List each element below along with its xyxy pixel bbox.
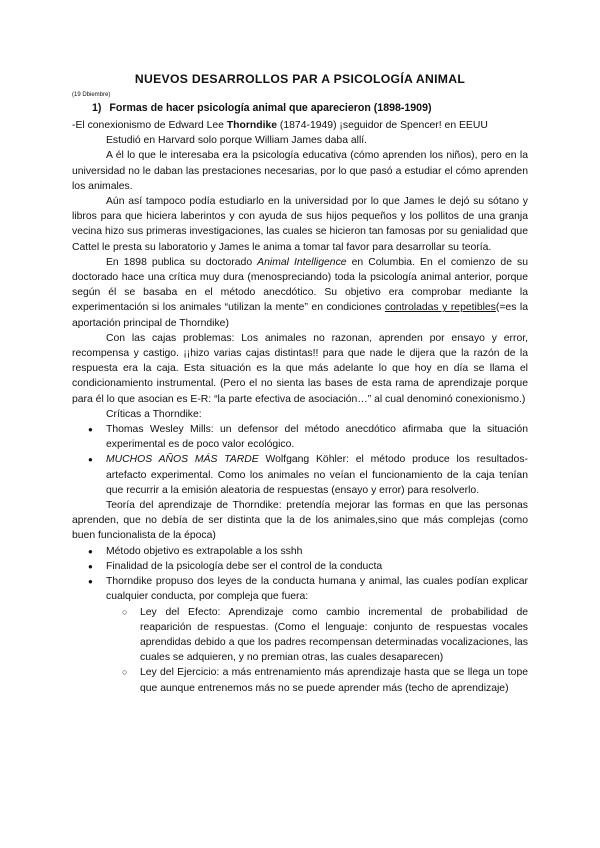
criticas-item-italic: MUCHOS AÑOS MÁS TARDE xyxy=(106,454,259,466)
doctorado-text-a: En 1898 publica su doctorado xyxy=(106,256,258,268)
paragraph-sotano: Aún así tampoco podía estudiarlo en la universidad por lo que James le dejó su sótano y libros para que hiciera laberintos y con ayuda de sus hijos pequeños y los pollitos de una granja vecina hizo sus primeras investigaciones, las cuales se hicieron tan famosas por su genialidad que Cattel le presta su laboratorio y James le anima a tomar tal favor para desarrollar su teoría. xyxy=(72,196,528,253)
doctorado-text-c: (=es la aportación principal de Thorndike) xyxy=(72,302,528,329)
teoria-item-text: Thorndike propuso dos leyes de la conducta humana y animal, las cuales podían explicar cualquier conducta, por compleja que fuera: xyxy=(106,576,528,603)
criticas-heading: Críticas a Thorndike: xyxy=(106,408,202,420)
ley-efecto: ○ Ley del Efecto: Aprendizaje como cambio incremental de probabilidad de reaparición de respuestas. (Como el lenguaje: conjunto de respuestas vocales aprendidas debido a que los padres recompensan determinadas vocalizaciones, las cuales se adquieren, y no premian otras, las cuales desaparecen) xyxy=(140,605,528,666)
list-item: ● Método objetivo es extrapolable a los sshh xyxy=(106,544,528,559)
criticas-list xyxy=(72,422,528,498)
criticas-item-text: Wolfgang Köhler: el método produce los resultados-artefacto experimental. Como los animales no veían el funcionamiento de la caja tenían que recurrir a la emisión aleatoria de respuestas (ensayo y error) para resolverlo. xyxy=(106,454,528,496)
teoria-list xyxy=(72,544,528,696)
date-note: (19 Dbiembre) xyxy=(72,92,111,98)
paragraph-doctorado xyxy=(72,255,528,331)
list-item xyxy=(106,452,528,498)
underlined-phrase: controladas y repetibles xyxy=(384,302,496,314)
paragraph-harvard: Estudió en Harvard solo porque William James daba allí. xyxy=(106,135,368,147)
section-heading-text: Formas de hacer psicología animal que aparecieron (1898-1909) xyxy=(109,102,432,114)
section-number: 1) xyxy=(92,102,102,114)
doctorado-text-b: en Columbia. En el comienzo de su doctorado hace una crítica muy dura (menospreciando) toda la psicología animal anterior, porque según él se basaba en el método anecdótico. Su objetivo era comprobar mediante la experimentación si los animales “utilizan la mente” en condiciones xyxy=(72,256,528,314)
leyes-list xyxy=(106,605,528,696)
paragraph-teoria: Teoría del aprendizaje de Thorndike: pretendía mejorar las formas en que las personas aprenden, que no debía de ser distinta que la de los animales,sino que más complejas (como buen funcionalista de la época) xyxy=(72,500,528,542)
ley-ejercicio: ○ Ley del Ejercicio: a más entrenamiento más aprendizaje hasta que se llega un tope que aunque entrenemos más no se puede aprender más (techo de aprendizaje) xyxy=(140,665,528,695)
page-title: NUEVOS DESARROLLOS PAR A PSICOLOGÍA ANIMAL xyxy=(134,72,466,86)
paragraph-cajas: Con las cajas problemas: Los animales no razonan, aprenden por ensayo y error, recompensa y castigo. ¡¡hizo varias cajas distintas!! para que nade le dijera que la razón de la respuesta era la caja. Esta situación es la que más adelante lo que hoy en día se llama el condicionamiento instrumental. (Pero el no sienta las bases de esta rama de aprendizaje porque para él lo que asocian es E-R: “la parte efectiva de asociación…” al cual denominó conexionismo.) xyxy=(72,332,528,405)
intro-line xyxy=(72,118,528,133)
intro-prefix: -El conexionismo de Edward Lee xyxy=(72,120,227,131)
book-title: Animal Intelligence xyxy=(257,256,347,268)
list-item: ● Finalidad de la psicología debe ser el control de la conducta xyxy=(106,559,528,574)
intro-suffix: (1874-1949) ¡seguidor de Spencer! en EEUU xyxy=(277,120,488,131)
list-item xyxy=(106,574,528,696)
section-heading xyxy=(92,101,432,116)
criticas-item-text: Thomas Wesley Mills: un defensor del método anecdótico afirmaba que la situación experimental es de poco valor ecológico. xyxy=(106,424,528,451)
paragraph-educativa: A él lo que le interesaba era la psicología educativa (cómo aprenden los niños), pero en la universidad no le daban las prestaciones necesarias, por lo que pasó a estudiar el cómo aprenden los animales. xyxy=(72,150,528,192)
list-item xyxy=(106,422,528,452)
thorndike-name: Thorndike xyxy=(226,120,278,131)
document-body xyxy=(72,118,528,696)
